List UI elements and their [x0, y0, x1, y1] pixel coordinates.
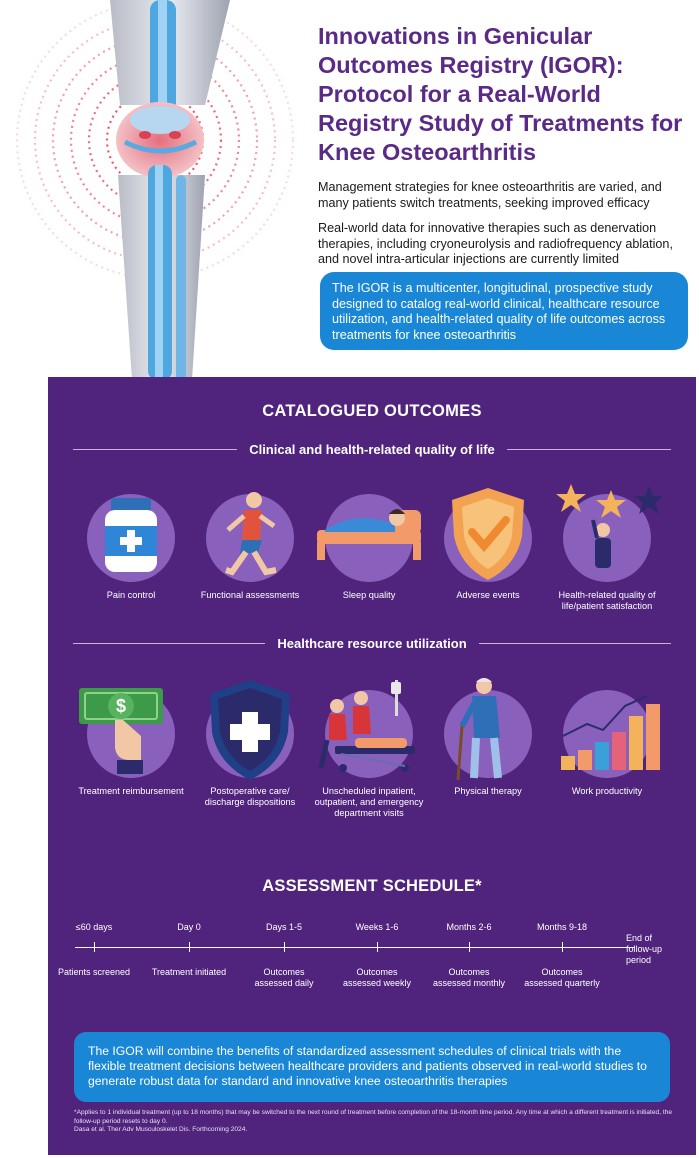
study-description-box: The IGOR is a multicenter, longitudinal, prospective study designed to catalog real-world clinical, healthcare resource utilization, and health-related quality of life outcomes across treatments for knee osteoarthritis	[320, 272, 688, 350]
timeline-tick	[562, 942, 563, 952]
timeline-tick	[284, 942, 285, 952]
timeline-end-label: End of follow-up period	[626, 933, 663, 965]
shield-check-icon	[434, 480, 542, 588]
tile-label: Functional assessments	[200, 590, 300, 600]
svg-text:$: $	[115, 696, 127, 716]
tile-functional-assessments	[195, 494, 305, 601]
tile-label: Postoperative care/ discharge dispositions	[204, 786, 296, 807]
timeline-point-label: ≤60 days	[75, 922, 113, 932]
citation: Dasa et al. Ther Adv Musculoskelet Dis. Forthcoming 2024.	[74, 1126, 248, 1133]
tile-label: Pain control	[106, 590, 156, 600]
tile-postoperative-care	[195, 690, 305, 808]
timeline-point-label: Days 1-5	[265, 922, 302, 932]
tile-label: Physical therapy	[454, 786, 522, 796]
footnote	[74, 1109, 674, 1135]
timeline-tick	[377, 942, 378, 952]
timeline-point-label: Weeks 1-6	[355, 922, 399, 932]
timeline-point-description: Outcomes assessed weekly	[342, 967, 412, 988]
tile-label: Health-related quality of life/patient satisfaction	[558, 590, 656, 611]
tile-adverse-events	[433, 494, 543, 601]
timeline-point-description: Treatment initiated	[151, 967, 227, 977]
timeline-point-description: Patients screened	[57, 967, 131, 977]
elderly-cane-icon	[434, 676, 542, 784]
clinical-subheading-label: Clinical and health-related quality of life	[237, 442, 507, 457]
timeline-point-label: Months 2-6	[446, 922, 492, 932]
pill-bottle-icon	[77, 480, 185, 588]
tile-label: Treatment reimbursement	[78, 786, 184, 796]
tile-label: Adverse events	[456, 590, 520, 600]
tile-treatment-reimbursement	[76, 690, 186, 797]
bar-chart-icon	[553, 676, 661, 784]
knee-illustration	[0, 0, 300, 380]
money-hand-icon	[77, 676, 185, 784]
hru-subheading	[48, 635, 696, 653]
timeline-point-description: Outcomes assessed daily	[254, 967, 314, 988]
runner-icon	[196, 480, 304, 588]
stars-rating-icon	[553, 480, 661, 588]
tile-physical-therapy	[433, 690, 543, 797]
timeline-axis	[75, 947, 635, 948]
timeline-tick	[469, 942, 470, 952]
outcomes-panel	[48, 377, 696, 1155]
sleeping-person-icon	[315, 480, 423, 588]
hru-subheading-label: Healthcare resource utilization	[265, 636, 478, 651]
tile-health-related-qol	[552, 494, 662, 612]
medical-shield-icon	[196, 676, 304, 784]
intro-paragraph-2: Real-world data for innovative therapies such as denervation therapies, including cryoneurolysis and radiofrequency ablation, and novel intra-articular injections are currently limited	[318, 221, 673, 266]
assessment-schedule-title: ASSESSMENT SCHEDULE*	[262, 877, 482, 895]
tile-label: Work productivity	[571, 786, 643, 796]
tile-label: Sleep quality	[342, 590, 396, 600]
timeline-point-label: Day 0	[177, 922, 201, 932]
catalogued-outcomes-title: CATALOGUED OUTCOMES	[262, 402, 482, 420]
clinical-subheading	[48, 441, 696, 459]
intro-paragraph-1: Management strategies for knee osteoarthritis are varied, and many patients switch treatments, seeking improved efficacy	[318, 180, 662, 210]
tile-label: Unscheduled inpatient, outpatient, and emergency department visits	[314, 786, 424, 818]
timeline-point-description: Outcomes assessed quarterly	[524, 967, 600, 988]
conclusion-box: The IGOR will combine the benefits of standardized assessment schedules of clinical trials with the flexible treatment decisions between healthcare providers and patients observed in real-world studies to generate robust data for standard and innovative knee osteoarthritis therapies	[74, 1032, 670, 1102]
paramedics-stretcher-icon	[315, 676, 423, 784]
timeline-tick	[189, 942, 190, 952]
tile-unscheduled-visits	[314, 690, 424, 819]
tile-pain-control	[76, 494, 186, 601]
footnote-text: *Applies to 1 individual treatment (up to 18 months) that may be switched to the next round of treatment before completion of the 18-month time period. Any time at which a different treatment is initiated, the follow-up period resets to day 0.	[74, 1109, 673, 1125]
timeline-point-description: Outcomes assessed monthly	[432, 967, 506, 988]
tile-work-productivity	[552, 690, 662, 797]
page-title: Innovations in Genicular Outcomes Registry (IGOR): Protocol for a Real-World Registry Study of Treatments for Knee Osteoarthritis	[318, 23, 683, 165]
tile-sleep-quality	[314, 494, 424, 601]
timeline-tick	[94, 942, 95, 952]
timeline-point-label: Months 9-18	[536, 922, 588, 932]
